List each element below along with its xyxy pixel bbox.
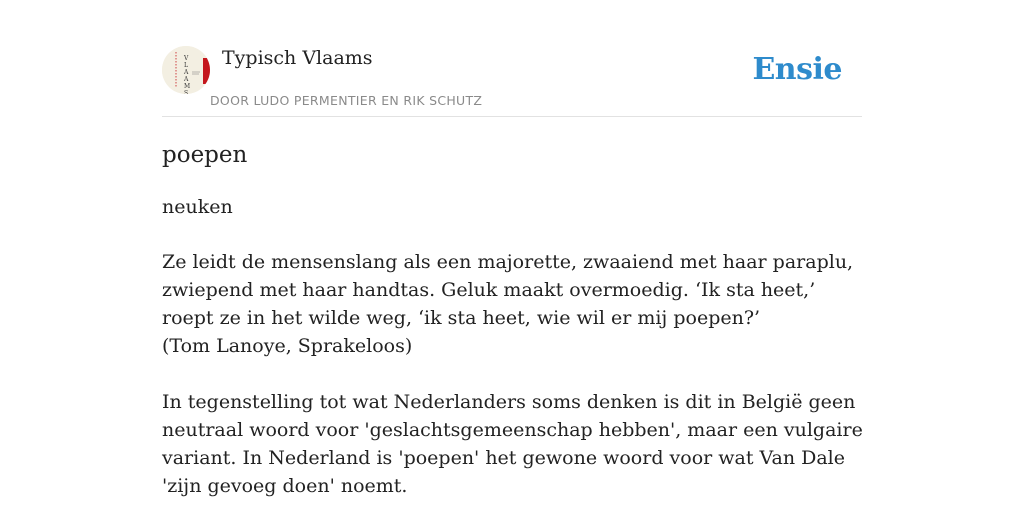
page-content	[162, 0, 863, 497]
dictionary-logo-icon[interactable]	[162, 46, 210, 94]
svg-text:S: S	[184, 90, 189, 94]
entry-term: poepen	[162, 142, 248, 168]
svg-text:M: M	[184, 83, 191, 90]
svg-text:A: A	[184, 69, 189, 76]
svg-text:L: L	[184, 62, 188, 69]
book-cover-icon	[162, 46, 210, 94]
dictionary-authors: DOOR LUDO PERMENTIER EN RIK SCHUTZ	[210, 93, 483, 108]
entry-header	[162, 0, 862, 117]
entry-definition: neuken	[162, 196, 233, 218]
svg-text:A: A	[184, 76, 189, 83]
dictionary-title[interactable]: Typisch Vlaams	[222, 47, 373, 69]
entry-note: In tegenstelling tot wat Nederlanders soms denken is dit in België geen neutraal woord voor 'geslachtsgemeenschap hebben', maar een vulgaire variant. In Nederland is 'poepen' het gewone woord voor wat Van Dale 'zijn gevoeg doen' noemt.	[162, 391, 863, 497]
entry-quote: Ze leidt de mensenslang als een majorette, zwaaiend met haar paraplu, zwiepend met haar handtas. Geluk maakt overmoedig. ‘Ik sta heet,’ roept ze in het wilde weg, ‘ik sta heet, wie wil er mij poepen?’ (Tom Lanoye, Sprakeloos)	[162, 251, 854, 357]
svg-text:V: V	[184, 55, 189, 62]
ensie-logo-link[interactable]: Ensie	[752, 52, 842, 87]
